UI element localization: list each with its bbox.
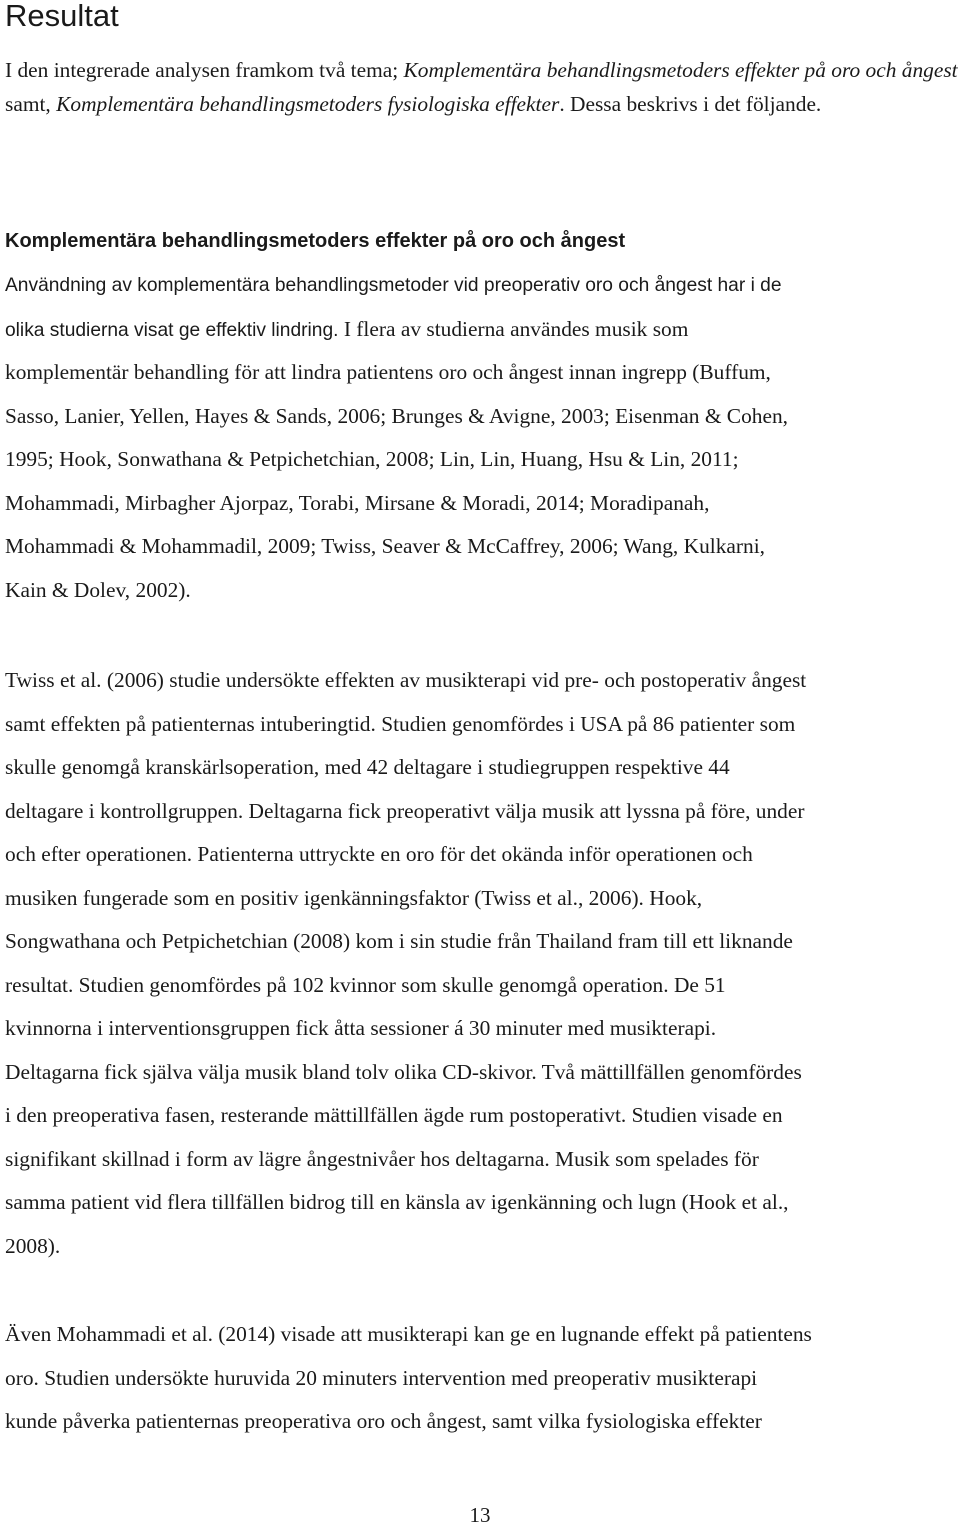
paragraph-1-line: Mohammadi & Mohammadil, 2009; Twiss, Seaver & McCaffrey, 2006; Wang, Kulkarni, (5, 534, 766, 558)
paragraph-2-line (5, 1094, 960, 1138)
paragraph-1-line: Användning av komplementära behandlingsmetoder vid preoperativ oro och ångest har i de (5, 275, 782, 296)
serif-text: signifikant skillnad i form av lägre ångestnivåer hos deltagarna. (5, 1146, 550, 1171)
serif-text: Deltagarna fick själva välja musik bland tolv olika CD-skivor. (5, 1059, 537, 1084)
paragraph-2-line: kvinnorna i interventionsgruppen fick åtta sessioner á 30 minuter med musikterapi. (5, 1016, 717, 1040)
paragraph-1-line: Kain & Dolev, 2002). (5, 577, 191, 602)
paragraph-2-line: Twiss et al. (2006) studie undersökte effekten av musikterapi vid pre- och postoperativ ångest (5, 668, 807, 692)
paragraph-2-line (5, 964, 960, 1008)
paragraph-1-line: 1995; Hook, Sonwathana & Petpichetchian, 2008; Lin, Lin, Huang, Hsu & Lin, 2011; (5, 447, 739, 471)
theme-1-title: Komplementära behandlingsmetoders effekter på oro och ångest (403, 58, 958, 82)
serif-text: Studien genomfördes på 102 kvinnor som skulle genomgå operation. (73, 972, 669, 997)
paragraph-3-line: Även Mohammadi et al. (2014) visade att musikterapi kan ge en lugnande effekt på patientens (5, 1322, 812, 1346)
serif-text: Två mättillfällen genomfördes (536, 1059, 802, 1084)
intro-paragraph (5, 53, 960, 121)
paragraph-2-line (5, 1138, 960, 1182)
paragraph-3-line (5, 1357, 960, 1401)
paragraph-3 (5, 1313, 960, 1444)
serif-text: Studien undersökte huruvida 20 minuters intervention med preoperativ musikterapi (38, 1365, 758, 1390)
paragraph-1 (5, 264, 960, 612)
paragraph-1-line: Mohammadi, Mirbagher Ajorpaz, Torabi, Mirsane & Moradi, 2014; Moradipanah, (5, 490, 710, 515)
section-heading: Resultat (5, 0, 119, 33)
serif-text: Deltagarna fick preoperativt välja musik att lyssna på före, under (243, 798, 805, 823)
serif-text: i den preoperativa fasen, resterande mättillfällen ägde rum postoperativt. (5, 1103, 627, 1127)
serif-text: oro. (5, 1365, 39, 1390)
page-number: 13 (469, 1503, 491, 1527)
subsection-heading: Komplementära behandlingsmetoders effekter på oro och ångest (5, 230, 626, 252)
serif-text: Patienterna uttryckte en oro för det okända inför operationen och (192, 842, 753, 866)
serif-text: resultat. (5, 972, 74, 997)
paragraph-2-line: 2008). (5, 1233, 61, 1258)
paragraph-2 (5, 659, 960, 1268)
paragraph-3-line: kunde påverka patienternas preoperativa oro och ångest, samt vilka fysiologiska effekter (5, 1409, 762, 1433)
paragraph-2-line (5, 703, 960, 747)
paragraph-2-line (5, 833, 960, 877)
serif-text: musiken fungerade som en positiv igenkänningsfaktor (Twiss et al., 2006). (5, 885, 644, 910)
intro-text-after: . Dessa beskrivs i det följande. (559, 92, 822, 116)
intro-text-between: samt, (5, 92, 57, 116)
serif-text: Hook, (643, 885, 703, 910)
serif-text: I flera av studierna användes musik som (338, 316, 689, 341)
paragraph-2-line (5, 1051, 960, 1095)
serif-text: samt effekten på patienternas intuberingtid. (5, 711, 376, 736)
serif-text: Studien visade en (626, 1103, 783, 1127)
paragraph-2-line (5, 877, 960, 921)
serif-text: De 51 (668, 972, 726, 997)
paragraph-2-line: samma patient vid flera tillfällen bidrog till en känsla av igenkänning och lugn (Hook et al., (5, 1190, 789, 1214)
serif-text: och efter operationen. (5, 842, 193, 866)
serif-text: deltagare i kontrollgruppen. (5, 798, 244, 823)
paragraph-1-line: Sasso, Lanier, Yellen, Hayes & Sands, 2006; Brunges & Avigne, 2003; Eisenman & Cohen, (5, 403, 789, 428)
serif-text: Musik som spelades för (549, 1146, 759, 1171)
theme-2-title: Komplementära behandlingsmetoders fysiologiska effekter (56, 92, 560, 116)
serif-text: Studien genomfördes i USA på 86 patienter som (375, 711, 796, 736)
paragraph-2-line: Songwathana och Petpichetchian (2008) kom i sin studie från Thailand fram till ett liknande (5, 929, 793, 953)
paragraph-1-line (5, 308, 960, 352)
intro-text-before: I den integrerade analysen framkom två tema; (5, 58, 404, 82)
paragraph-2-line: skulle genomgå kranskärlsoperation, med 42 deltagare i studiegruppen respektive 44 (5, 755, 730, 779)
paragraph-1-line: komplementär behandling för att lindra patientens oro och ångest innan ingrepp (Buffum, (5, 360, 771, 384)
paragraph-2-line (5, 790, 960, 834)
sans-text: olika studierna visat ge effektiv lindring. (5, 319, 339, 341)
